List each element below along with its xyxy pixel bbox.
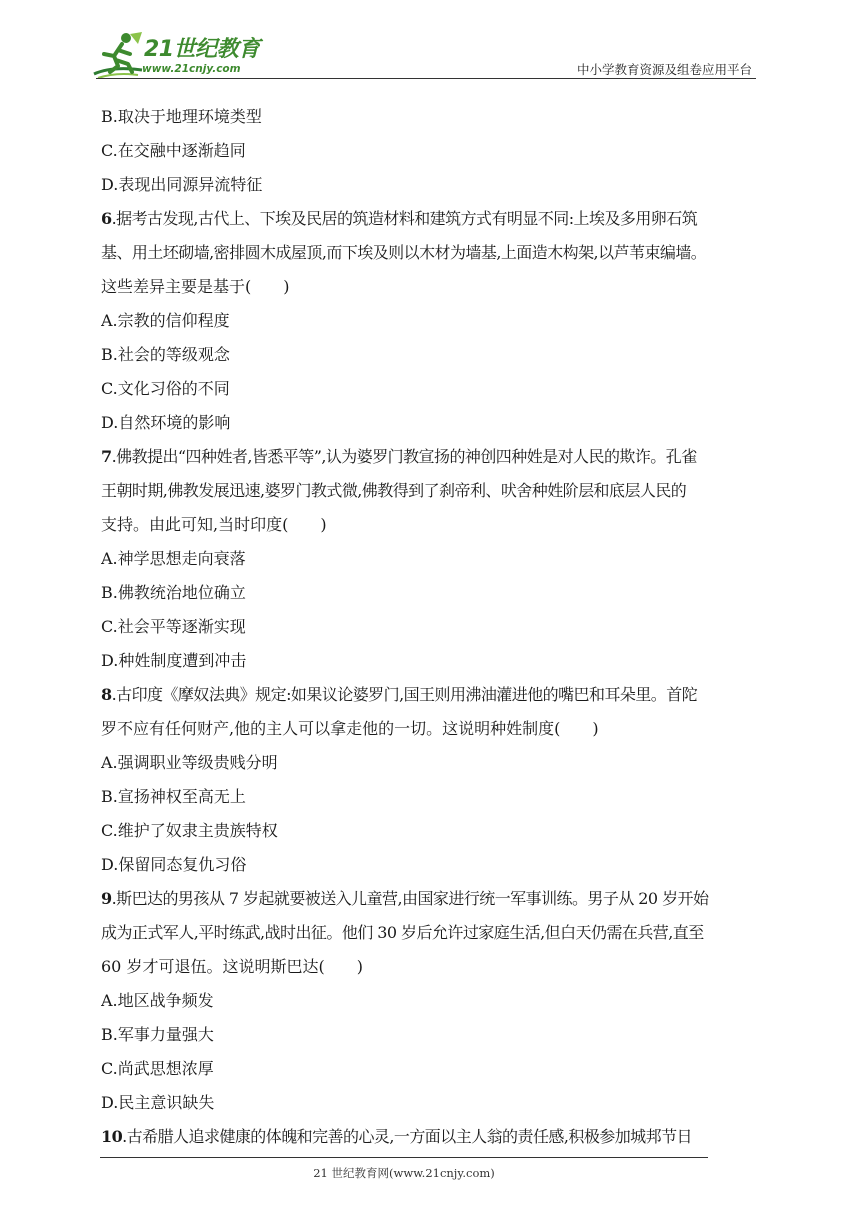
option-q9-b: B.军事力量强大 bbox=[101, 1025, 214, 1044]
option-q8-c: C.维护了奴隶主贵族特权 bbox=[101, 821, 278, 840]
logo-url: www.21cnjy.com bbox=[142, 63, 241, 75]
header-tagline: 中小学教育资源及组卷应用平台 bbox=[576, 62, 752, 77]
question-9-line-3: 60 岁才可退伍。这说明斯巴达( ) bbox=[101, 957, 363, 976]
question-10-number: 10 bbox=[101, 1127, 123, 1146]
option-q6-d: D.自然环境的影响 bbox=[101, 413, 231, 432]
header-divider bbox=[96, 78, 756, 79]
option-q5-d: D.表现出同源异流特征 bbox=[101, 175, 263, 194]
option-q6-b: B.社会的等级观念 bbox=[101, 345, 230, 364]
question-6-line-1: 6.据考古发现,古代上、下埃及民居的筑造材料和建筑方式有明显不同:上埃及多用卵石筑 bbox=[101, 209, 698, 228]
question-content bbox=[101, 100, 765, 1154]
logo bbox=[92, 30, 262, 82]
question-7-line-1: 7.佛教提出“四种姓者,皆悉平等”,认为婆罗门教宣扬的神创四种姓是对人民的欺诈。孔雀 bbox=[101, 447, 697, 466]
question-7-line-2: 王朝时期,佛教发展迅速,婆罗门教式微,佛教得到了刹帝利、吠舍种姓阶层和底层人民的 bbox=[101, 481, 687, 500]
option-q9-d: D.民主意识缺失 bbox=[101, 1093, 215, 1112]
option-q6-c: C.文化习俗的不同 bbox=[101, 379, 230, 398]
option-q7-d: D.种姓制度遭到冲击 bbox=[101, 651, 247, 670]
option-q7-a: A.神学思想走向衰落 bbox=[101, 549, 246, 568]
option-q5-b: B.取决于地理环境类型 bbox=[101, 107, 262, 126]
runner-logo-icon bbox=[92, 30, 148, 82]
option-q7-b: B.佛教统治地位确立 bbox=[101, 583, 246, 602]
question-8-line-1: 8.古印度《摩奴法典》规定:如果议论婆罗门,国王则用沸油灌进他的嘴巴和耳朵里。首陀 bbox=[101, 685, 698, 704]
question-8-number: 8 bbox=[101, 685, 112, 704]
question-9-line-2: 成为正式军人,平时练武,战时出征。他们 30 岁后允许过家庭生活,但白天仍需在兵营,直至 bbox=[101, 923, 704, 942]
option-q7-c: C.社会平等逐渐实现 bbox=[101, 617, 246, 636]
question-6-number: 6 bbox=[101, 209, 112, 228]
question-6-line-3: 这些差异主要是基于( ) bbox=[101, 277, 290, 296]
option-q8-d: D.保留同态复仇习俗 bbox=[101, 855, 247, 874]
logo-text: 21世纪教育 bbox=[144, 37, 260, 62]
footer-text: 21 世纪教育网(www.21cnjy.com) bbox=[313, 1166, 495, 1180]
question-6-line-2: 基、用土坯砌墙,密排圆木成屋顶,而下埃及则以木材为墙基,上面造木构架,以芦苇束编墙。 bbox=[101, 243, 707, 262]
option-q6-a: A.宗教的信仰程度 bbox=[101, 311, 230, 330]
question-9-number: 9 bbox=[101, 889, 112, 908]
question-8-line-2: 罗不应有任何财产,他的主人可以拿走他的一切。这说明种姓制度( ) bbox=[101, 719, 599, 738]
question-7-number: 7 bbox=[101, 447, 112, 466]
option-q9-c: C.尚武思想浓厚 bbox=[101, 1059, 214, 1078]
footer-divider bbox=[100, 1157, 708, 1158]
option-q8-a: A.强调职业等级贵贱分明 bbox=[101, 753, 278, 772]
page-header bbox=[0, 0, 860, 90]
option-q9-a: A.地区战争频发 bbox=[101, 991, 214, 1010]
option-q8-b: B.宣扬神权至高无上 bbox=[101, 787, 246, 806]
question-10-line-1: 10.古希腊人追求健康的体魄和完善的心灵,一方面以主人翁的责任感,积极参加城邦节日 bbox=[101, 1127, 692, 1146]
option-q5-c: C.在交融中逐渐趋同 bbox=[101, 141, 246, 160]
question-9-line-1: 9.斯巴达的男孩从 7 岁起就要被送入儿童营,由国家进行统一军事训练。男子从 20 岁开始 bbox=[101, 889, 709, 908]
question-7-line-3: 支持。由此可知,当时印度( ) bbox=[101, 515, 327, 534]
